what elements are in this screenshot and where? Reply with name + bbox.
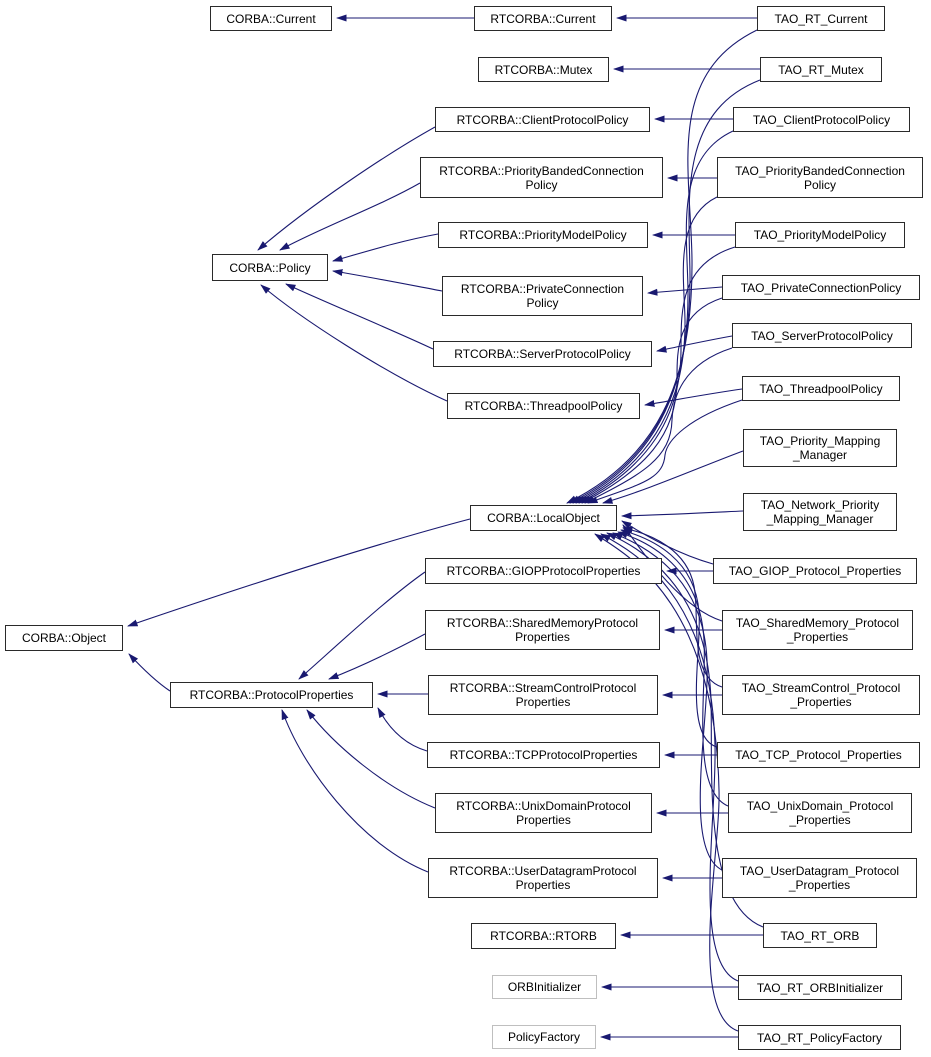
node-label-line: TAO_RT_ORB bbox=[780, 928, 860, 943]
node-corba-object[interactable] bbox=[5, 625, 123, 651]
edge-rtcorba-sharedmemoryprotocolproperties--rtcorba-protocolproperties bbox=[329, 634, 425, 679]
node-label-line: CORBA::Current bbox=[226, 11, 316, 26]
node-label-line: TAO_RT_PolicyFactory bbox=[757, 1030, 882, 1045]
node-label-line: TAO_RT_Mutex bbox=[778, 62, 864, 77]
node-label-line: TAO_RT_Current bbox=[774, 11, 868, 26]
node-rtcorba-tcpprotocolproperties[interactable] bbox=[427, 742, 660, 768]
node-tao-rt-policyfactory[interactable] bbox=[738, 1025, 901, 1050]
edge-rtcorba-giopprotocolproperties--rtcorba-protocolproperties bbox=[299, 572, 425, 679]
node-label-line: _Properties bbox=[786, 630, 849, 644]
node-rtcorba-privateconnectionpolicy[interactable] bbox=[442, 276, 643, 316]
node-label-line: TAO_RT_ORBInitializer bbox=[756, 980, 884, 995]
node-tao-prioritymodelpolicy[interactable] bbox=[735, 222, 905, 248]
node-tao-priority-mapping-manager[interactable] bbox=[743, 429, 897, 467]
edge-tao-rt-policyfactory--corba-localobject bbox=[595, 534, 738, 1031]
node-rtcorba-streamcontrolprotocolproperties[interactable] bbox=[428, 675, 658, 715]
node-label-line: TAO_PriorityBandedConnection bbox=[735, 163, 905, 178]
node-label-line: CORBA::Policy bbox=[229, 260, 311, 275]
node-label-line: CORBA::Object bbox=[21, 631, 107, 645]
node-policyfactory bbox=[492, 1025, 596, 1049]
node-label-line: RTCORBA::PrivateConnection bbox=[460, 282, 625, 296]
node-rtcorba-prioritybandedconnectionpolicy[interactable] bbox=[420, 157, 663, 198]
node-rtcorba-serverprotocolpolicy[interactable] bbox=[433, 341, 652, 367]
edge-tao-privateconnectionpolicy--rtcorba-privateconnectionpolicy bbox=[648, 287, 722, 293]
node-corba-policy[interactable] bbox=[212, 254, 328, 281]
node-tao-prioritybandedconnectionpolicy[interactable] bbox=[717, 157, 923, 198]
node-label-line: RTCORBA::UnixDomainProtocol bbox=[456, 799, 631, 813]
node-label-line: RTCORBA::Current bbox=[490, 11, 596, 26]
node-label-line: RTCORBA::UserDatagramProtocol bbox=[449, 864, 637, 878]
node-label-line: Policy bbox=[525, 177, 558, 192]
node-label-line: RTCORBA::TCPProtocolProperties bbox=[449, 748, 638, 762]
node-label-line: Properties bbox=[515, 630, 570, 644]
node-orbinitializer bbox=[492, 975, 597, 999]
node-corba-current[interactable] bbox=[210, 6, 332, 31]
node-tao-rt-mutex[interactable] bbox=[760, 57, 882, 82]
node-tao-unixdomain-protocol-properties[interactable] bbox=[728, 793, 912, 833]
node-rtcorba-rtorb[interactable] bbox=[471, 923, 616, 949]
node-rtcorba-unixdomainprotocolproperties[interactable] bbox=[435, 793, 652, 833]
node-rtcorba-mutex[interactable] bbox=[478, 57, 609, 82]
node-tao-rt-current[interactable] bbox=[757, 6, 885, 31]
node-label-line: _Properties bbox=[789, 813, 851, 827]
edge-rtcorba-prioritybandedconnectionpolicy--corba-policy bbox=[280, 183, 420, 250]
node-tao-rt-orbinitializer[interactable] bbox=[738, 975, 902, 1000]
node-tao-giop-protocol-properties[interactable] bbox=[713, 558, 917, 584]
edge-tao-threadpoolpolicy--rtcorba-threadpoolpolicy bbox=[645, 389, 742, 405]
node-rtcorba-protocolproperties[interactable] bbox=[170, 682, 373, 708]
node-label-line: TAO_ThreadpoolPolicy bbox=[759, 381, 883, 396]
node-label-line: Properties bbox=[515, 878, 571, 892]
edge-rtcorba-serverprotocolpolicy--corba-policy bbox=[286, 284, 433, 349]
node-label-line: TAO_StreamControl_Protocol bbox=[741, 681, 901, 695]
node-label-line: TAO_ClientProtocolPolicy bbox=[752, 112, 891, 127]
node-tao-streamcontrol-protocol-properties[interactable] bbox=[722, 675, 920, 715]
edge-rtcorba-prioritymodelpolicy--corba-policy bbox=[333, 234, 438, 261]
edge-corba-localobject--corba-object bbox=[128, 519, 470, 626]
node-label-line: TAO_PrivateConnectionPolicy bbox=[740, 280, 902, 295]
node-label-line: Policy bbox=[803, 177, 836, 192]
edge-tao-network-priority-mapping-manager--corba-localobject bbox=[622, 511, 743, 516]
edge-rtcorba-privateconnectionpolicy--corba-policy bbox=[333, 271, 442, 291]
node-tao-network-priority-mapping-manager[interactable] bbox=[743, 493, 897, 531]
node-label-line: RTCORBA::GIOPProtocolProperties bbox=[446, 564, 641, 578]
node-label-line: RTCORBA::PriorityModelPolicy bbox=[459, 228, 627, 242]
node-label-line: _Mapping_Manager bbox=[766, 512, 874, 526]
node-label-line: TAO_TCP_Protocol_Properties bbox=[735, 748, 902, 762]
node-label-line: RTCORBA::ServerProtocolPolicy bbox=[454, 347, 631, 361]
edge-tao-serverprotocolpolicy--rtcorba-serverprotocolpolicy bbox=[657, 336, 732, 351]
node-label-line: RTCORBA::Mutex bbox=[494, 62, 593, 77]
node-label-line: Policy bbox=[526, 296, 559, 310]
edge-rtcorba-userdatagramprotocolproperties--rtcorba-protocolproperties bbox=[282, 710, 428, 872]
edge-rtcorba-clientprotocolpolicy--corba-policy bbox=[258, 127, 435, 250]
node-rtcorba-prioritymodelpolicy[interactable] bbox=[438, 222, 648, 248]
node-label-line: _Manager bbox=[792, 448, 848, 462]
node-rtcorba-sharedmemoryprotocolproperties[interactable] bbox=[425, 610, 660, 650]
edge-rtcorba-tcpprotocolproperties--rtcorba-protocolproperties bbox=[378, 708, 427, 751]
node-label-line: RTCORBA::ThreadpoolPolicy bbox=[464, 399, 623, 413]
node-corba-localobject[interactable] bbox=[470, 505, 617, 531]
node-label-line: RTCORBA::SharedMemoryProtocol bbox=[446, 616, 639, 630]
node-label-line: TAO_ServerProtocolPolicy bbox=[751, 328, 893, 343]
node-tao-sharedmemory-protocol-properties[interactable] bbox=[722, 610, 913, 650]
node-tao-threadpoolpolicy[interactable] bbox=[742, 376, 900, 401]
node-tao-clientprotocolpolicy[interactable] bbox=[733, 107, 910, 132]
node-label-line: ORBInitializer bbox=[507, 980, 582, 994]
node-label-line: PolicyFactory bbox=[507, 1030, 581, 1044]
node-label-line: TAO_SharedMemory_Protocol bbox=[735, 616, 900, 630]
node-label-line: _Properties bbox=[788, 878, 851, 892]
node-label-line: TAO_UnixDomain_Protocol bbox=[746, 799, 894, 813]
edge-rtcorba-protocolproperties--corba-object bbox=[129, 654, 170, 691]
node-tao-userdatagram-protocol-properties[interactable] bbox=[722, 858, 917, 898]
node-rtcorba-userdatagramprotocolproperties[interactable] bbox=[428, 858, 658, 898]
node-tao-privateconnectionpolicy[interactable] bbox=[722, 275, 920, 300]
node-label-line: TAO_Priority_Mapping bbox=[759, 434, 881, 448]
node-rtcorba-current[interactable] bbox=[474, 6, 612, 31]
node-label-line: _Properties bbox=[790, 695, 852, 709]
node-label-line: CORBA::LocalObject bbox=[487, 511, 600, 525]
edge-tao-rt-current--corba-localobject bbox=[567, 30, 757, 503]
node-label-line: Properties bbox=[515, 695, 571, 709]
node-label-line: TAO_UserDatagram_Protocol bbox=[739, 864, 900, 878]
node-tao-serverprotocolpolicy[interactable] bbox=[732, 323, 912, 348]
node-label-line: TAO_Network_Priority bbox=[760, 498, 880, 512]
node-label-line: RTCORBA::StreamControlProtocol bbox=[449, 681, 637, 695]
node-tao-rt-orb[interactable] bbox=[763, 923, 877, 948]
node-rtcorba-clientprotocolpolicy[interactable] bbox=[435, 107, 650, 132]
node-label-line: RTCORBA::ClientProtocolPolicy bbox=[456, 112, 629, 127]
node-label-line: TAO_PriorityModelPolicy bbox=[753, 228, 887, 242]
node-tao-tcp-protocol-properties[interactable] bbox=[717, 742, 920, 768]
node-label-line: RTCORBA::RTORB bbox=[490, 929, 597, 943]
node-label-line: RTCORBA::PriorityBandedConnection bbox=[439, 163, 644, 178]
node-rtcorba-threadpoolpolicy[interactable] bbox=[447, 393, 640, 419]
edge-rtcorba-unixdomainprotocolproperties--rtcorba-protocolproperties bbox=[307, 710, 435, 808]
node-rtcorba-giopprotocolproperties[interactable] bbox=[425, 558, 662, 584]
node-label-line: TAO_GIOP_Protocol_Properties bbox=[728, 564, 902, 578]
node-label-line: Properties bbox=[516, 813, 571, 827]
node-label-line: RTCORBA::ProtocolProperties bbox=[189, 688, 354, 702]
